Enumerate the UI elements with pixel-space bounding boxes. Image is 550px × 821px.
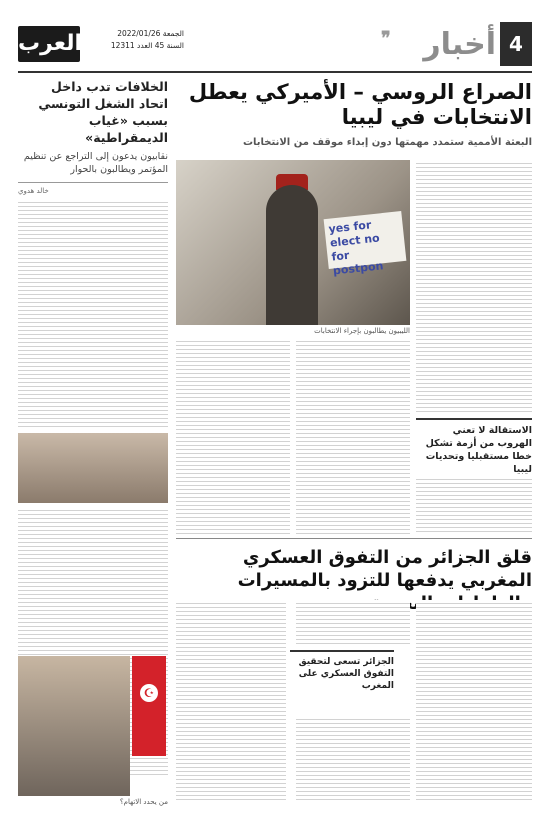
- photo-person: [266, 185, 318, 325]
- second-article-title: قلق الجزائر من التفوق العسكري المغربي يدفعها للتزود بالمسيرات: [237, 547, 532, 591]
- masthead: [18, 22, 532, 66]
- second-body-col-2b: [296, 716, 410, 800]
- issue-date: الجمعة 2022/01/26: [117, 29, 184, 38]
- main-article-pullquote: الاستقالة لا تعني الهروب من أزمة تشكل خطا مستقبليا وتحديات ليبيا: [416, 418, 532, 476]
- newspaper-logo: العرب: [18, 26, 80, 62]
- main-article-photo: [176, 160, 410, 325]
- second-body-col-2a: [296, 600, 410, 646]
- issue-number: السنة 45 العدد 12311: [110, 41, 184, 50]
- opinion-divider: [18, 182, 168, 183]
- opinion-author-photo: [18, 433, 168, 503]
- second-body-col-1: [416, 600, 532, 800]
- tunisian-flag-icon: [132, 656, 166, 756]
- flag-crescent-icon: ☪: [140, 684, 158, 702]
- main-body-col-2: [296, 338, 410, 534]
- opinion-author: خالد هدوي: [18, 187, 49, 195]
- section-title: أخبار: [423, 27, 496, 62]
- second-body-col-3: [176, 600, 286, 800]
- second-photo-caption: من يحدد الاتهام؟: [119, 798, 168, 806]
- main-article-subtitle: البعثة الأممية ستمدد مهمتها دون إبداء موقف من الانتخابات: [242, 137, 532, 148]
- opinion-subtitle: نقابيون يدعون إلى التراجع عن تنظيم المؤتمر ويطالبون بالحوار: [23, 151, 168, 175]
- second-article-pullquote: الجزائر تسعى لتحقيق التفوق العسكري على المغرب: [290, 650, 394, 692]
- header-divider: [18, 71, 532, 73]
- main-photo-caption: الليبيون يطالبون بإجراء الانتخابات: [314, 327, 410, 335]
- main-body-col-3: [176, 338, 290, 534]
- issue-info: [84, 28, 184, 52]
- article-divider: [176, 538, 532, 539]
- second-article-photo: [18, 656, 130, 796]
- main-article-title: الصراع الروسي – الأميركي يعطل الانتخابات في ليبيا: [188, 80, 532, 129]
- page-number: 4: [500, 22, 532, 66]
- main-article-header: [176, 80, 532, 149]
- opinion-title: الخلافات تدب داخل اتحاد الشغل التونسي بسبب «غياب الديمقراطية»: [38, 79, 168, 145]
- main-body-col-1: [416, 160, 532, 412]
- photo-placard: yes for elect no for postpon: [324, 211, 407, 269]
- opinion-body-text: [18, 199, 168, 429]
- main-body-col-1b: [416, 476, 532, 534]
- quote-icon: ❞: [381, 28, 391, 49]
